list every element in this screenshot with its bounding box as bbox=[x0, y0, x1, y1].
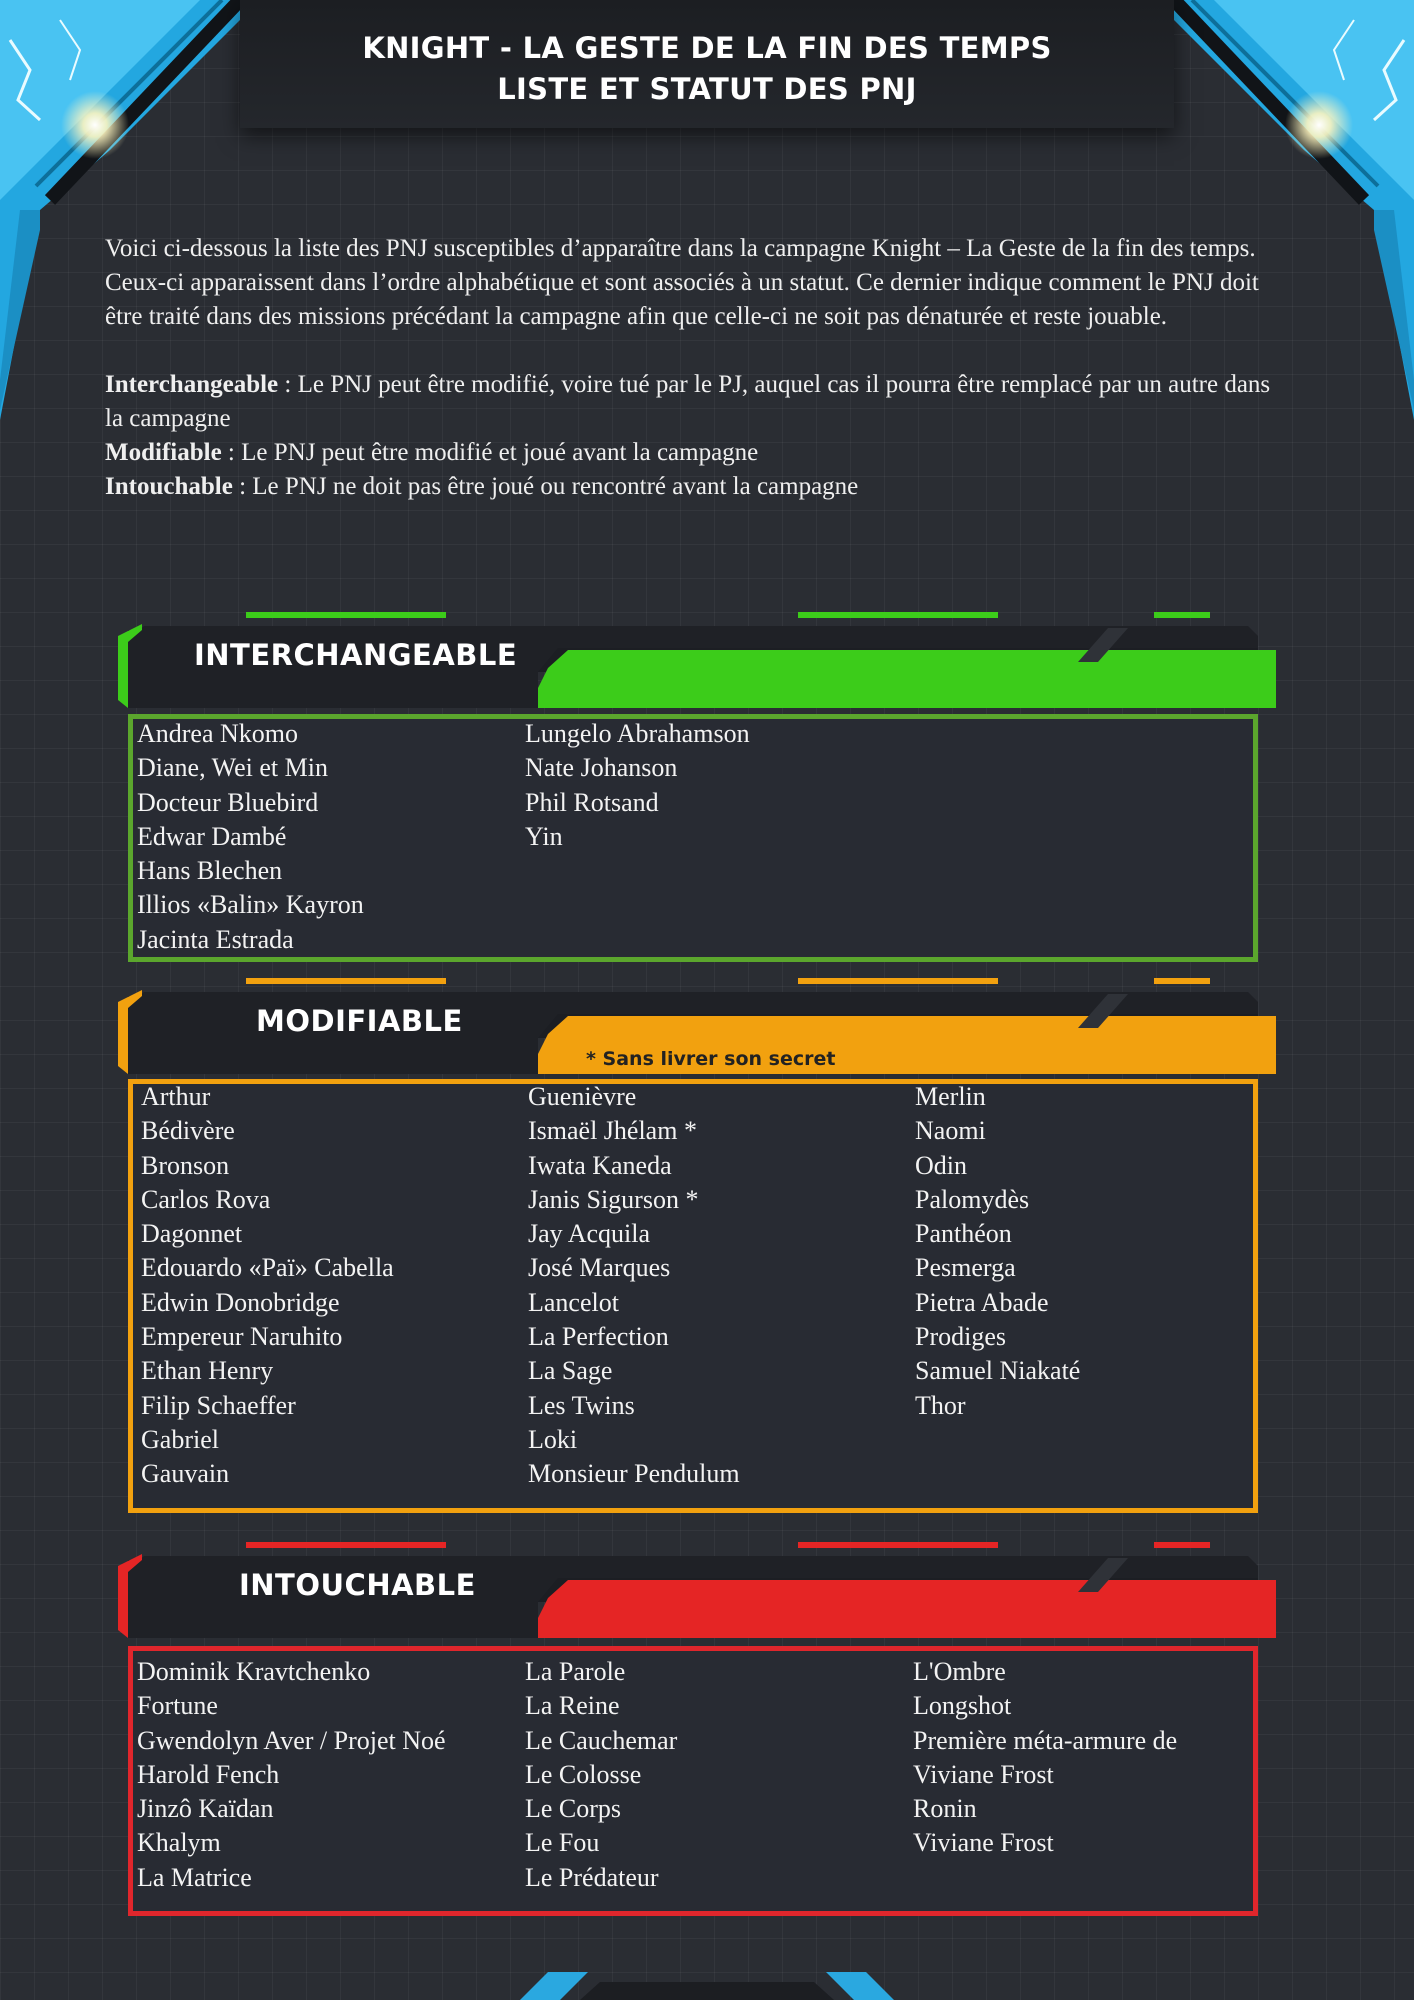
npc-name: Illios «Balin» Kayron bbox=[137, 890, 364, 920]
legend-modifiable bbox=[105, 436, 1280, 470]
npc-list-box bbox=[128, 714, 1258, 962]
npc-name: Naomi bbox=[915, 1116, 986, 1146]
npc-name: Khalym bbox=[137, 1828, 221, 1858]
npc-name: Jinzô Kaïdan bbox=[137, 1794, 274, 1824]
npc-name: Guenièvre bbox=[528, 1082, 637, 1111]
npc-name: Docteur Bluebird bbox=[137, 787, 319, 817]
legend-interchangeable bbox=[105, 368, 1280, 436]
npc-name: Lungelo Abrahamson bbox=[525, 719, 750, 748]
npc-name: Iwata Kaneda bbox=[528, 1150, 672, 1180]
npc-name: Diane, Wei et Min bbox=[137, 753, 328, 783]
npc-name: Edwin Donobridge bbox=[141, 1287, 340, 1317]
npc-name: Dagonnet bbox=[141, 1219, 243, 1249]
npc-column bbox=[915, 1080, 1080, 1423]
npc-name: Lancelot bbox=[528, 1287, 619, 1317]
npc-list-box bbox=[128, 1646, 1258, 1916]
npc-column bbox=[141, 1080, 394, 1492]
npc-name: Viviane Frost bbox=[913, 1828, 1054, 1858]
legend-intouchable bbox=[105, 470, 1280, 504]
npc-name: Jacinta Estrada bbox=[137, 924, 294, 954]
npc-name: Première méta-armure de bbox=[913, 1725, 1178, 1755]
npc-name: Le Colosse bbox=[525, 1759, 642, 1789]
npc-list-box bbox=[128, 1079, 1258, 1513]
npc-column bbox=[137, 717, 364, 957]
npc-name: Le Cauchemar bbox=[525, 1725, 678, 1755]
npc-column bbox=[137, 1655, 446, 1895]
npc-name: Odin bbox=[915, 1150, 967, 1180]
npc-name: Bronson bbox=[141, 1150, 230, 1180]
npc-name: José Marques bbox=[528, 1253, 671, 1283]
npc-name: Samuel Niakaté bbox=[915, 1356, 1081, 1386]
npc-name: Andrea Nkomo bbox=[137, 719, 299, 748]
npc-name: Arthur bbox=[141, 1082, 211, 1111]
section-label: INTOUCHABLE bbox=[239, 1568, 476, 1602]
legend-text: : Le PNJ ne doit pas être joué ou rencontré avant la campagne bbox=[232, 473, 859, 500]
npc-name: Empereur Naruhito bbox=[141, 1322, 343, 1352]
npc-name: Gwendolyn Aver / Projet Noé bbox=[137, 1725, 446, 1755]
npc-name: Filip Schaeffer bbox=[141, 1390, 296, 1420]
section-interchangeable bbox=[118, 612, 1276, 964]
intro-paragraph-1: Voici ci-dessous la liste des PNJ susceptibles d’apparaître dans la campagne Knight – La Geste de la fin des temps. bbox=[105, 235, 1256, 262]
npc-name: Fortune bbox=[137, 1691, 218, 1721]
npc-name: Yin bbox=[525, 821, 563, 851]
intro-text bbox=[105, 232, 1280, 504]
npc-name: Bédivère bbox=[141, 1116, 235, 1146]
npc-name: Gauvain bbox=[141, 1459, 230, 1489]
npc-name: La Reine bbox=[525, 1691, 620, 1721]
npc-name: Carlos Rova bbox=[141, 1184, 271, 1214]
npc-name: Hans Blechen bbox=[137, 856, 283, 886]
npc-name: Loki bbox=[528, 1424, 578, 1454]
npc-name: Les Twins bbox=[528, 1390, 635, 1420]
section-label: INTERCHANGEABLE bbox=[194, 638, 518, 672]
npc-name: Dominik Kravtchenko bbox=[137, 1657, 371, 1686]
intro-paragraph-2: Ceux-ci apparaissent dans l’ordre alphabétique et sont associés à un statut. Ce dernier indique comment le PNJ doit être traité dans des missions précédant la campagne afin que celle-ci ne soit pas dénaturée et reste jouable. bbox=[105, 269, 1259, 330]
page-title bbox=[0, 28, 1414, 110]
npc-name: Le Corps bbox=[525, 1794, 622, 1824]
npc-name: Edouardo «Paï» Cabella bbox=[141, 1253, 394, 1283]
npc-name: Nate Johanson bbox=[525, 753, 678, 783]
npc-name: Ronin bbox=[913, 1794, 977, 1824]
npc-column bbox=[525, 1655, 677, 1895]
npc-name: Viviane Frost bbox=[913, 1759, 1054, 1789]
npc-name: Thor bbox=[915, 1390, 966, 1420]
npc-name: Jay Acquila bbox=[528, 1219, 651, 1249]
npc-name: Pesmerga bbox=[915, 1253, 1016, 1283]
npc-name: Prodiges bbox=[915, 1322, 1006, 1352]
npc-column bbox=[913, 1655, 1177, 1861]
section-label: MODIFIABLE bbox=[256, 1004, 463, 1038]
bottom-decoration bbox=[520, 1972, 894, 2000]
title-line-2: LISTE ET STATUT DES PNJ bbox=[497, 72, 917, 106]
section-note: * Sans livrer son secret bbox=[586, 1048, 836, 1070]
section-modifiable bbox=[118, 978, 1276, 1518]
npc-name: Ethan Henry bbox=[141, 1356, 274, 1386]
npc-column bbox=[525, 717, 750, 854]
legend-term: Modifiable bbox=[105, 439, 222, 466]
npc-name: Edwar Dambé bbox=[137, 821, 287, 851]
npc-name: Phil Rotsand bbox=[525, 787, 659, 817]
title-line-1: KNIGHT - LA GESTE DE LA FIN DES TEMPS bbox=[362, 31, 1052, 65]
npc-name: Le Fou bbox=[525, 1828, 600, 1858]
npc-name: Palomydès bbox=[915, 1184, 1030, 1214]
npc-name: Merlin bbox=[915, 1082, 986, 1111]
legend-text: : Le PNJ peut être modifié et joué avant la campagne bbox=[221, 439, 759, 466]
section-intouchable bbox=[118, 1542, 1276, 1918]
npc-name: Le Prédateur bbox=[525, 1862, 659, 1892]
npc-name: Monsieur Pendulum bbox=[528, 1459, 740, 1489]
npc-name: Gabriel bbox=[141, 1424, 219, 1454]
npc-name: Ismaël Jhélam * bbox=[528, 1116, 697, 1146]
npc-name: Panthéon bbox=[915, 1219, 1012, 1249]
npc-name: L'Ombre bbox=[913, 1657, 1006, 1686]
npc-name: Pietra Abade bbox=[915, 1287, 1049, 1317]
npc-name: La Perfection bbox=[528, 1322, 669, 1352]
npc-name: Harold Fench bbox=[137, 1759, 280, 1789]
npc-name: Janis Sigurson * bbox=[528, 1184, 699, 1214]
legend-text: : Le PNJ peut être modifié, voire tué par le PJ, auquel cas il pourra être remplacé par un autre dans la campagne bbox=[105, 371, 1271, 432]
npc-name: La Matrice bbox=[137, 1862, 252, 1892]
legend-term: Intouchable bbox=[105, 473, 233, 500]
npc-name: Longshot bbox=[913, 1691, 1012, 1721]
npc-column bbox=[528, 1080, 740, 1492]
npc-name: La Sage bbox=[528, 1356, 613, 1386]
npc-name: La Parole bbox=[525, 1657, 626, 1686]
legend-term: Interchangeable bbox=[105, 371, 279, 398]
